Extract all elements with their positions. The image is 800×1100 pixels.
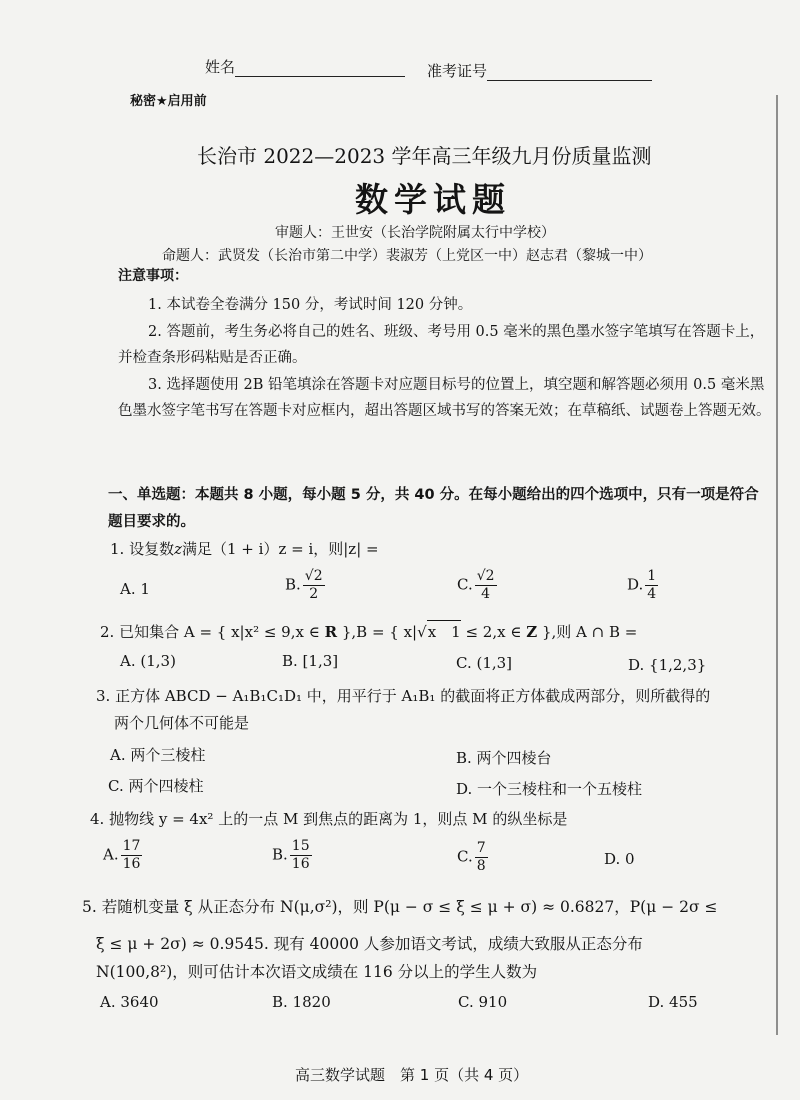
q1-c-den: 4 [481,586,491,602]
q1-d-fraction [645,568,658,603]
q2-radical-sign: √ [417,623,427,641]
setters-line: 命题人：武贤发（长治市第二中学）裴淑芳（上党区一中）赵志君（黎城一中） [162,248,652,264]
exam-title: 长治市 2022—2023 学年高三年级九月份质量监测 [197,144,652,168]
q2-option-a[interactable]: A. (1,3) [120,652,176,670]
question-5-line-3: N(100,8²)，则可估计本次语文成绩在 116 分以上的学生人数为 [96,963,538,981]
q4-b-den: 16 [291,856,310,872]
q4-a-label: A. [103,845,119,864]
page-edge-shadow [776,95,778,1035]
q1-d-den: 4 [647,586,657,602]
q2-option-b[interactable]: B. [1,3] [282,652,339,670]
q1-c-fraction [475,568,497,603]
q1-option-d[interactable] [627,568,658,603]
q4-b-label: B. [272,845,288,864]
exam-id-field [427,60,652,81]
q2-set-r: R [324,623,338,641]
subject-title: 数学试题 [355,180,511,219]
q1-b-num: √2 [304,568,323,584]
q4-c-num: 7 [476,840,486,856]
q4-option-a[interactable] [103,838,142,873]
q1-b-fraction [303,568,325,603]
q2-set-z: Z [526,623,538,641]
q2-radicand: x 1 [427,620,461,642]
exam-id-label: 准考证号 [427,62,488,80]
q2-text-d: },则 A ∩ B = [537,623,638,641]
page-footer: 高三数学试题 第 1 页（共 4 页） [295,1066,529,1084]
secret-label: 秘密★启用前 [130,94,207,109]
q1-b-label: B. [285,575,301,594]
question-2 [100,620,637,642]
question-5-line-2: ξ ≤ μ + 2σ) ≈ 0.9545. 现有 40000 人参加语文考试，成绩大致服从正态分布 [96,935,643,953]
q4-option-c[interactable] [457,840,488,875]
q4-a-den: 16 [122,856,141,872]
q4-option-d[interactable]: D. 0 [604,850,635,868]
section-heading: 一、单选题：本题共 8 小题，每小题 5 分，共 40 分。在每小题给出的四个选项中，只有一项是符合题目要求的。 [108,487,759,530]
note-item-1: 1. 本试卷全卷满分 150 分，考试时间 120 分钟。 [148,297,473,313]
q2-option-c[interactable]: C. (1,3] [456,654,513,672]
q1-option-c[interactable] [457,568,497,603]
q4-c-den: 8 [476,858,486,874]
q1-d-label: D. [627,575,644,594]
q2-text-b: },B = { x| [337,623,418,641]
question-5-line-1: 5. 若随机变量 ξ 从正态分布 N(μ,σ²)，则 P(μ − σ ≤ ξ ≤ μ + σ) ≈ 0.6827，P(μ − 2σ ≤ [82,898,718,916]
q1-c-label: C. [457,575,473,594]
name-label: 姓名 [205,58,236,76]
q1-var: z [174,540,182,558]
question-3-line-2: 两个几何体不可能是 [114,714,250,732]
question-4: 4. 抛物线 y = 4x² 上的一点 M 到焦点的距离为 1，则点 M 的纵坐标是 [90,810,568,828]
name-blank[interactable] [235,60,405,77]
q1-prefix: 1. 设复数 [110,540,175,558]
question-1 [110,538,379,559]
q1-b-den: 2 [309,586,319,602]
q4-b-num: 15 [291,838,310,854]
q4-a-fraction [121,838,143,873]
q3-option-d[interactable]: D. 一个三棱柱和一个五棱柱 [456,780,643,798]
q5-option-b[interactable]: B. 1820 [272,993,331,1011]
q4-option-b[interactable] [272,838,312,873]
q4-c-label: C. [457,847,473,866]
q4-a-num: 17 [122,838,141,854]
notes-label: 注意事项： [118,268,188,284]
q4-c-fraction [475,840,488,875]
q2-text-c: ≤ 2,x ∈ [460,623,527,641]
q1-text: 满足（1 + i）z = i，则|z| = [182,540,379,558]
question-3-line-1: 3. 正方体 ABCD − A₁B₁C₁D₁ 中，用平行于 A₁B₁ 的截面将正方体截成两部分，则所截得的 [96,687,711,705]
q1-d-num: 1 [647,568,657,584]
q3-option-b[interactable]: B. 两个四棱台 [456,749,552,767]
reviewer-line: 审题人：王世安（长治学院附属太行中学校） [275,225,555,241]
q5-option-d[interactable]: D. 455 [648,993,698,1011]
q4-b-fraction [290,838,312,873]
q2-option-d[interactable]: D. {1,2,3} [628,656,707,674]
exam-id-blank[interactable] [487,64,652,81]
q2-text-a: 2. 已知集合 A = { x|x² ≤ 9,x ∈ [100,623,325,641]
note-item-2: 2. 答题前，考生务必将自己的姓名、班级、考号用 0.5 毫米的黑色墨水签字笔填写在答题卡上，并检查条形码粘贴是否正确。 [118,324,765,366]
q1-option-a[interactable]: A. 1 [120,580,150,598]
q5-option-c[interactable]: C. 910 [458,993,508,1011]
q3-option-a[interactable]: A. 两个三棱柱 [110,746,206,764]
q5-option-a[interactable]: A. 3640 [100,993,159,1011]
q3-option-c[interactable]: C. 两个四棱柱 [108,777,204,795]
name-field [205,56,405,77]
q1-option-b[interactable] [285,568,325,603]
note-item-3: 3. 选择题使用 2B 铅笔填涂在答题卡对应题目标号的位置上，填空题和解答题必须用 0.5 毫米黑色墨水签字笔书写在答题卡对应框内，超出答题区域书写的答案无效；在草稿纸、试题卷上答题无效。 [118,377,771,419]
q1-c-num: √2 [476,568,495,584]
